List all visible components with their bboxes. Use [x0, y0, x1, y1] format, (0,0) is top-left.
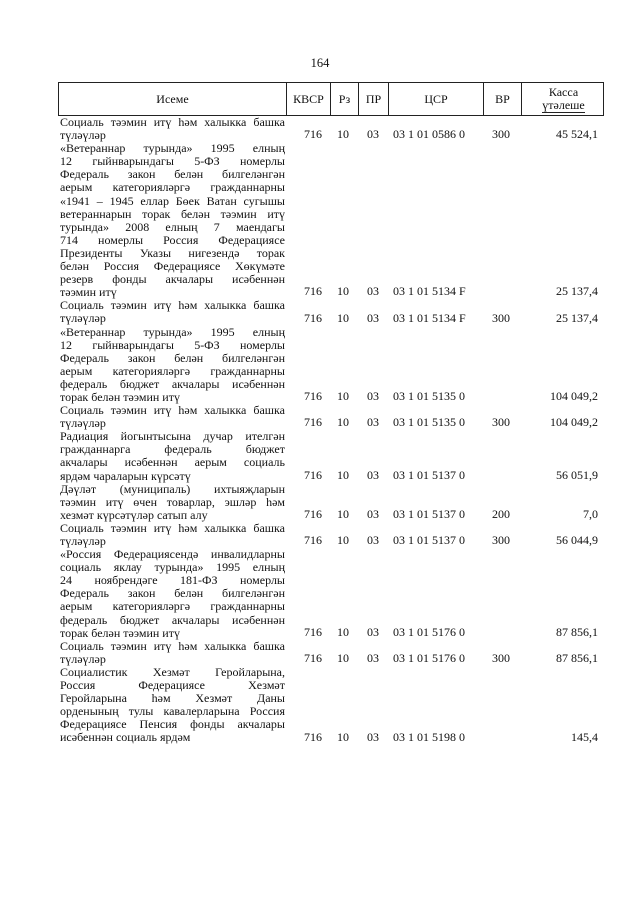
header-pr: ПР [359, 83, 389, 115]
cell-kvsr: 716 [304, 389, 322, 404]
row-name-line: торак белән тәэмин итү [60, 389, 180, 404]
row-name [58, 142, 285, 299]
cell-rz: 10 [337, 506, 349, 521]
row-name-line: орденының тулы кавалерларына Россия [60, 704, 285, 719]
cell-rz: 10 [337, 389, 349, 404]
row-name-line: Социаль тәэмин итү һәм халыкка башка [60, 115, 285, 129]
cell-sum: 7,0 [583, 506, 598, 521]
cell-pr: 03 [367, 284, 379, 299]
table-row [58, 142, 604, 299]
row-name-line: ярдәм чараларын күрсәтү [60, 468, 191, 483]
header-csr: ЦСР [389, 83, 484, 115]
table-row [58, 326, 604, 405]
cell-pr: 03 [367, 624, 379, 639]
row-name-line: Социалистик Хезмәт Геройларына, [60, 664, 285, 679]
header-rz: Рз [331, 83, 359, 115]
row-name-line: белән Россия Федерациясе Хөкүмәте [60, 259, 285, 274]
cell-kvsr: 716 [304, 506, 322, 521]
row-name-line: Социаль тәэмин итү һәм халыкка башка [60, 403, 285, 418]
row-name-line: Социаль тәэмин итү һәм халыкка башка [60, 638, 285, 653]
cell-rz: 10 [337, 415, 349, 430]
cell-vr: 300 [492, 127, 510, 142]
cell-csr: 03 1 01 5135 0 [393, 389, 465, 404]
row-name-line: 714 номерлы Россия Федерациясе [60, 232, 285, 247]
row-name-line: «Россия Федерациясендә инвалидларны [60, 547, 285, 562]
cell-sum: 87 856,1 [556, 650, 598, 665]
row-values [58, 469, 604, 483]
row-name-line: хезмәт күрсәтүләр сатып алу [60, 507, 208, 522]
cell-sum: 145,4 [571, 729, 598, 744]
row-name-line: Радиация йогынтысына дучар ителгән [60, 429, 285, 444]
table-header [58, 82, 604, 116]
row-name-line: аерым категорияләргә гражданнарны [60, 599, 285, 614]
row-name-line: Дәүләт (муниципаль) ихтыяҗларын [60, 481, 285, 496]
row-name-line: турында» 2008 елның 7 маендагы [60, 219, 285, 234]
cell-pr: 03 [367, 506, 379, 521]
header-vr: ВР [484, 83, 522, 115]
cell-sum: 25 137,4 [556, 310, 598, 325]
cell-vr: 300 [492, 650, 510, 665]
row-values [58, 508, 604, 522]
cell-sum: 56 051,9 [556, 467, 598, 482]
cell-vr: 300 [492, 415, 510, 430]
cell-csr: 03 1 01 5137 0 [393, 467, 465, 482]
cell-kvsr: 716 [304, 127, 322, 142]
table-row [58, 483, 604, 522]
row-name-line: Федераль закон белән билгеләнгән [60, 586, 285, 601]
cell-csr: 03 1 01 5137 0 [393, 533, 465, 548]
cell-kvsr: 716 [304, 284, 322, 299]
cell-csr: 03 1 01 5137 0 [393, 506, 465, 521]
table-row [58, 548, 604, 640]
cell-pr: 03 [367, 650, 379, 665]
row-name-line: тәэмин итү [60, 285, 117, 300]
table-body [58, 116, 604, 745]
cell-csr: 03 1 01 0586 0 [393, 127, 465, 142]
row-name-line: социаль яклау турында» 1995 елның [60, 560, 285, 575]
row-values [58, 128, 604, 142]
row-name-line: Социаль тәэмин итү һәм халыкка башка [60, 298, 285, 313]
table-row [58, 116, 604, 142]
row-name-line: федераль бюджет акчалары исәбеннән [60, 376, 285, 391]
row-values [58, 416, 604, 430]
cell-pr: 03 [367, 467, 379, 482]
cell-rz: 10 [337, 284, 349, 299]
cell-kvsr: 716 [304, 729, 322, 744]
table-row [58, 299, 604, 325]
row-name-line: федераль бюджет акчалары исәбеннән [60, 612, 285, 627]
row-name-line: «Ветераннар турында» 1995 елның [60, 324, 285, 339]
cell-pr: 03 [367, 533, 379, 548]
row-name-line: торак белән тәэмин итү [60, 625, 180, 640]
row-name-line: 12 гыйнварындагы 5-ФЗ номерлы [60, 337, 285, 352]
cell-vr: 300 [492, 533, 510, 548]
cell-sum: 104 049,2 [550, 415, 598, 430]
row-name-line: түләүләр [60, 534, 106, 548]
row-name-line: тәэмин итү өчен товарлар, эшләр һәм [60, 494, 285, 509]
header-kvsr: КВСР [287, 83, 331, 115]
budget-table [58, 82, 604, 745]
row-values [58, 731, 604, 745]
cell-rz: 10 [337, 533, 349, 548]
cell-rz: 10 [337, 650, 349, 665]
cell-csr: 03 1 01 5198 0 [393, 729, 465, 744]
cell-sum: 87 856,1 [556, 624, 598, 639]
row-name-line: Федераль закон белән билгеләнгән [60, 167, 285, 182]
cell-sum: 104 049,2 [550, 389, 598, 404]
row-name-line: Федераль закон белән билгеләнгән [60, 350, 285, 365]
cell-rz: 10 [337, 729, 349, 744]
row-name-line: Геройларына һәм Хезмәт Даны [60, 691, 285, 706]
row-name-line: исәбеннән социаль ярдәм [60, 730, 191, 745]
cell-csr: 03 1 01 5176 0 [393, 650, 465, 665]
header-sum-line2: үтәлеше [542, 97, 585, 112]
row-name-line: Федерациясе Пенсия фонды акчалары [60, 717, 285, 732]
page-number: 164 [310, 56, 330, 70]
row-name-line: түләүләр [60, 416, 106, 431]
cell-pr: 03 [367, 389, 379, 404]
row-values [58, 285, 604, 299]
cell-rz: 10 [337, 624, 349, 639]
cell-kvsr: 716 [304, 533, 322, 548]
row-name-line: Президенты Указы нигезендә торак [60, 245, 285, 260]
cell-vr: 300 [492, 310, 510, 325]
row-name-line: ветераннарын торак белән тәэмин итү [60, 206, 285, 221]
cell-pr: 03 [367, 127, 379, 142]
row-name-line: аерым категорияләргә гражданнарны [60, 180, 285, 195]
cell-kvsr: 716 [304, 467, 322, 482]
cell-csr: 03 1 01 5176 0 [393, 624, 465, 639]
row-name-line: аерым категорияләргә гражданнарны [60, 363, 285, 378]
row-values [58, 652, 604, 666]
cell-pr: 03 [367, 729, 379, 744]
cell-pr: 03 [367, 415, 379, 430]
cell-rz: 10 [337, 310, 349, 325]
cell-vr: 200 [492, 506, 510, 521]
row-name-line: 12 гыйнварындагы 5-ФЗ номерлы [60, 154, 285, 169]
row-name-line: Социаль тәэмин итү һәм халыкка башка [60, 520, 285, 535]
cell-kvsr: 716 [304, 650, 322, 665]
row-name-line: түләүләр [60, 651, 106, 666]
row-name-line: 24 ноябрендәге 181-ФЗ номерлы [60, 573, 285, 588]
cell-pr: 03 [367, 310, 379, 325]
row-values [58, 312, 604, 326]
table-row [58, 430, 604, 482]
row-name-line: түләүләр [60, 128, 106, 143]
cell-kvsr: 716 [304, 415, 322, 430]
cell-sum: 25 137,4 [556, 284, 598, 299]
header-name: Исеме [59, 83, 287, 115]
cell-rz: 10 [337, 127, 349, 142]
cell-kvsr: 716 [304, 624, 322, 639]
row-name-line: Россия Федерациясе Хезмәт [60, 678, 285, 693]
cell-csr: 03 1 01 5134 F [393, 284, 466, 299]
cell-csr: 03 1 01 5134 F [393, 310, 466, 325]
header-sum [522, 83, 605, 115]
cell-sum: 56 044,9 [556, 533, 598, 548]
cell-rz: 10 [337, 467, 349, 482]
row-values [58, 626, 604, 640]
cell-csr: 03 1 01 5135 0 [393, 415, 465, 430]
row-name-line: гражданнарга федераль бюджет [60, 442, 285, 457]
table-row [58, 522, 604, 548]
row-name-line: резерв фонды акчалары исәбеннән [60, 272, 285, 287]
cell-sum: 45 524,1 [556, 127, 598, 142]
row-name-line: «1941 – 1945 еллар Бөек Ватан сугышы [60, 193, 285, 208]
row-name-line: түләүләр [60, 311, 106, 326]
row-name-line: «Ветераннар турында» 1995 елның [60, 141, 285, 156]
row-name-line: акчалары исәбеннән аерым социаль [60, 455, 285, 470]
row-values [58, 390, 604, 404]
cell-kvsr: 716 [304, 310, 322, 325]
table-row [58, 404, 604, 430]
table-row [58, 640, 604, 666]
table-row [58, 666, 604, 745]
row-values [58, 534, 604, 548]
header-sum-line1: Касса [548, 84, 579, 99]
